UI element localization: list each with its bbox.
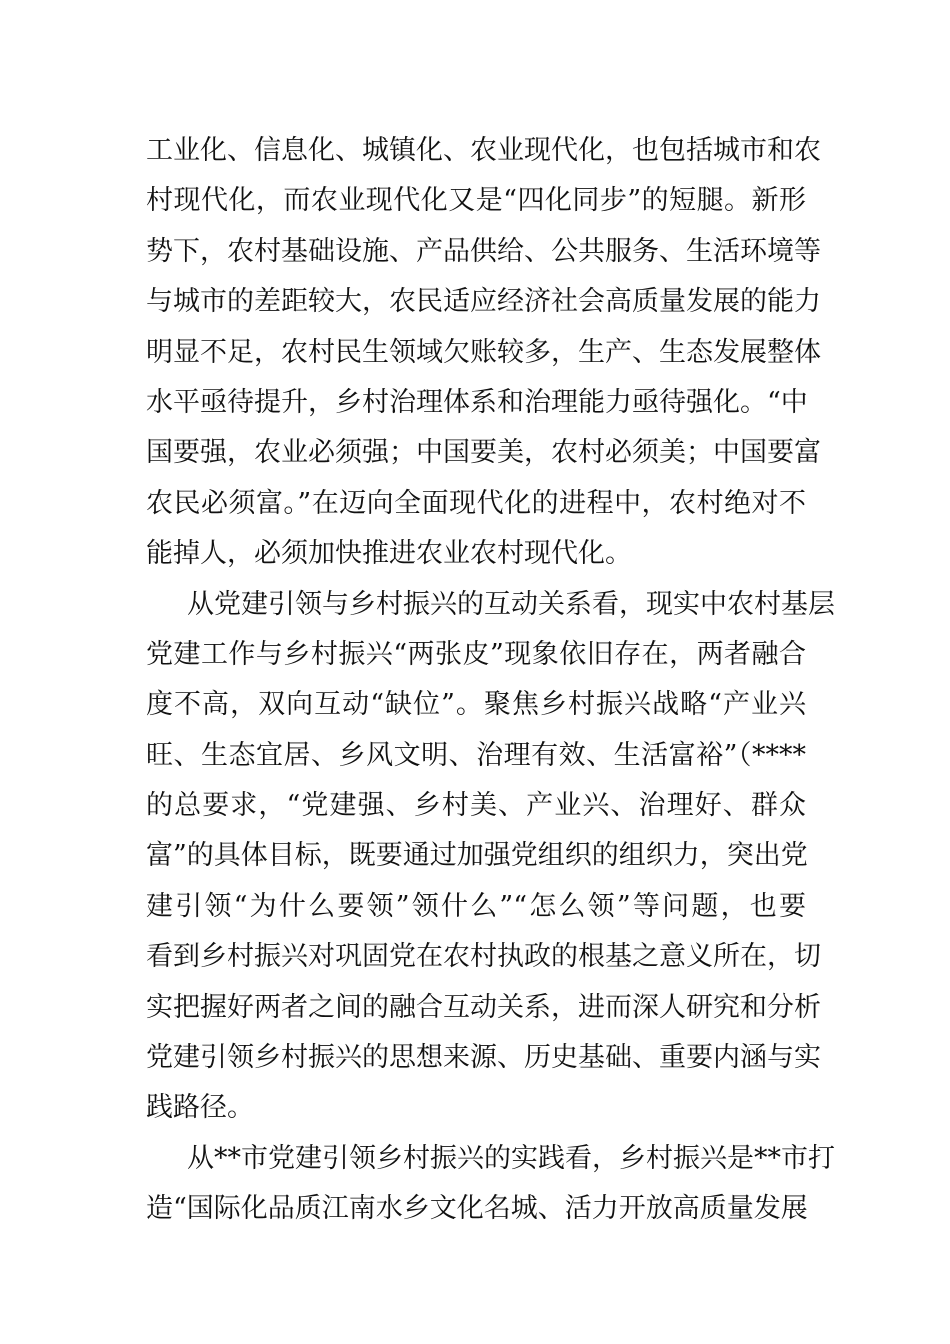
text-line: 的总要求，“党建强、乡村美、产业兴、治理好、群众 bbox=[146, 790, 806, 822]
text-line: 与城市的差距较大，农民适应经济社会高质量发展的能力 bbox=[146, 286, 821, 318]
paragraph bbox=[146, 126, 821, 580]
document-page bbox=[146, 126, 835, 1235]
text-line: 农民必须富。”在迈向全面现代化的进程中，农村绝对不 bbox=[146, 487, 806, 519]
text-line: 富”的具体目标，既要通过加强党组织的组织力，突出党 bbox=[146, 840, 808, 872]
text-line: 工业化、信息化、城镇化、农业现代化，也包括城市和农 bbox=[146, 135, 821, 166]
text-line: 实把握好两者之间的融合互动关系，进而深人研究和分析 bbox=[146, 991, 821, 1023]
text-line: 党建工作与乡村振兴“两张皮”现象依旧存在，两者融合 bbox=[146, 638, 806, 670]
text-line: 水平亟待提升，乡村治理体系和治理能力亟待强化。“中 bbox=[146, 386, 808, 418]
text-line: 势下，农村基础设施、产品供给、公共服务、生活环境等 bbox=[146, 235, 821, 267]
text-line: 建引领“为什么要领”领什么”“怎么领”等问题，也要 bbox=[146, 890, 806, 922]
text-line: 能掉人，必须加快推进农业农村现代化。 bbox=[146, 538, 632, 570]
text-line: 村现代化，而农业现代化又是“四化同步”的短腿。新形 bbox=[146, 185, 806, 217]
text-line: 国要强，农业必须强；中国要美，农村必须美；中国要富 bbox=[146, 437, 821, 469]
paragraph bbox=[146, 580, 835, 1134]
text-line: 践路径。 bbox=[146, 1092, 254, 1124]
text-line: 党建引领乡村振兴的思想来源、历史基础、重要内涵与实 bbox=[146, 1042, 821, 1074]
text-line: 从**市党建引领乡村振兴的实践看，乡村振兴是**市打 bbox=[187, 1142, 835, 1174]
paragraph bbox=[146, 1134, 835, 1235]
text-line: 从党建引领与乡村振兴的互动关系看，现实中农村基层 bbox=[187, 588, 835, 620]
text-line: 看到乡村振兴对巩固党在农村执政的根基之意义所在，切 bbox=[146, 941, 821, 973]
text-line: 明显不足，农村民生领域欠账较多，生产、生态发展整体 bbox=[146, 336, 821, 368]
text-line: 旺、生态宜居、乡风文明、治理有效、生活富裕”（**** bbox=[146, 739, 806, 771]
text-line: 造“国际化品质江南水乡文化名城、活力开放高质量发展 bbox=[146, 1193, 808, 1225]
text-line: 度不高，双向互动“缺位”。聚焦乡村振兴战略“产业兴 bbox=[146, 689, 806, 721]
